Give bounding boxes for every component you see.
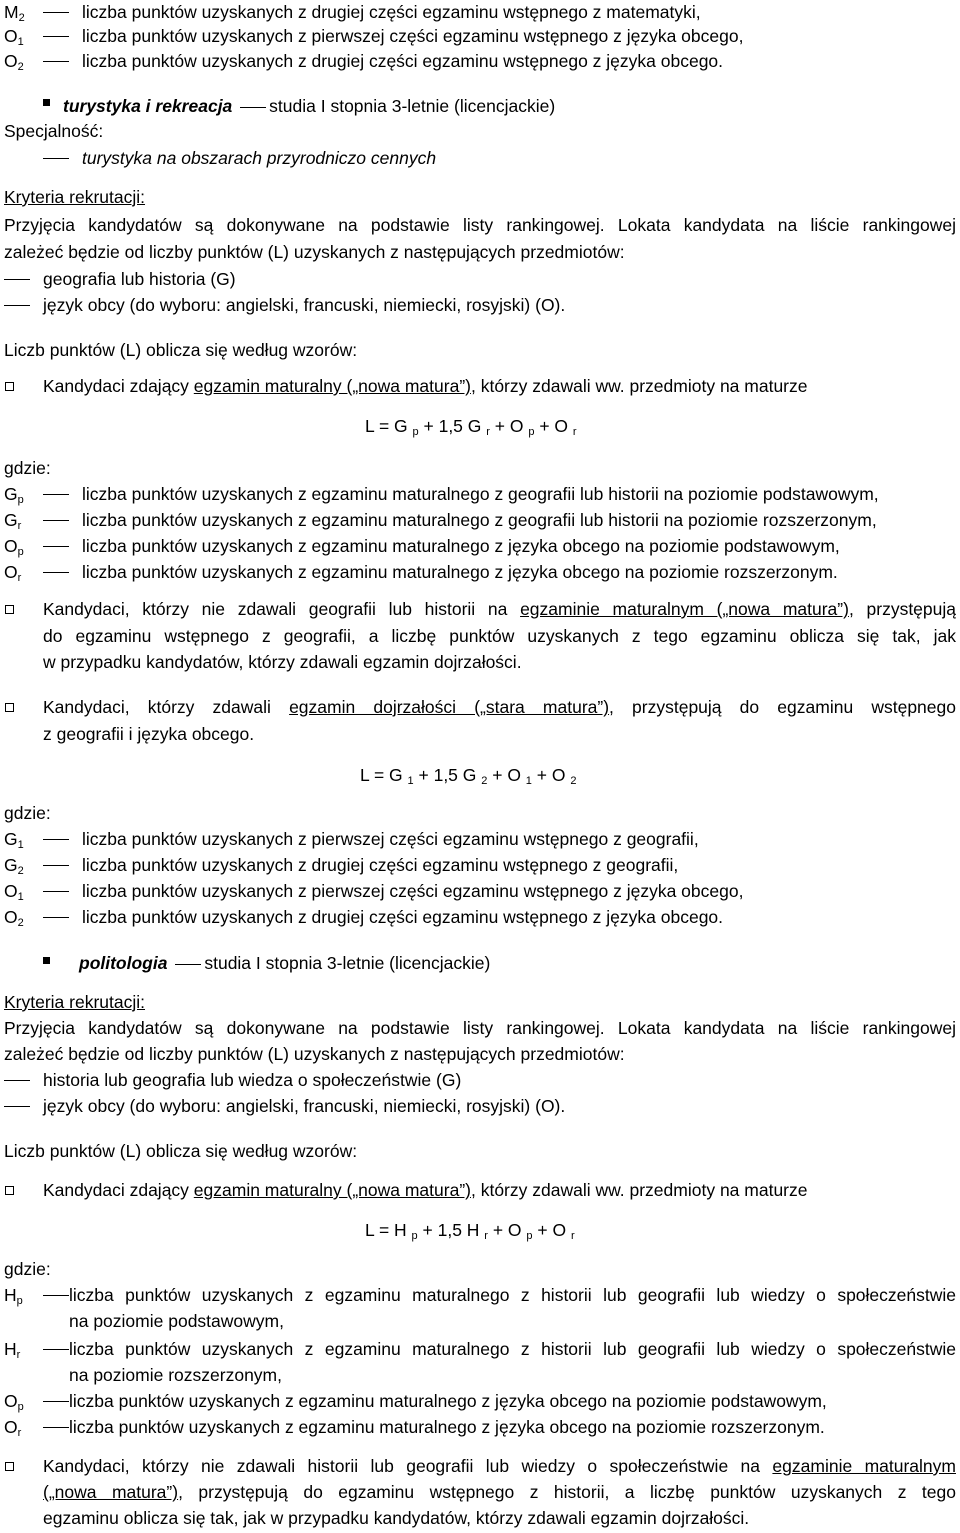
where-label: gdzie: (4, 458, 51, 478)
candidate-case: Kandydaci zdający egzamin maturalny („nowa matura”), którzy zdawali ww. przedmioty na maturze (43, 1180, 808, 1200)
dash (175, 964, 201, 965)
program-heading (63, 93, 956, 119)
candidate-case: Kandydaci, którzy nie zdawali historii lub geografii lub wiedzy o społeczeństwie na egzaminie maturalnym (43, 1456, 956, 1476)
def-text: na poziomie podstawowym, (69, 1311, 284, 1331)
criteria-paragraph: zależeć będzie od liczby punktów (L) uzyskanych z następujących przedmiotów: (4, 1044, 625, 1064)
checkbox-square (5, 605, 14, 614)
def-symbol: $O_2$ (4, 907, 24, 929)
def-symbol: $O_r$ (4, 562, 22, 584)
program-heading (79, 950, 956, 976)
checkbox-square (5, 1462, 14, 1471)
def-symbol: $H_p$ (4, 1285, 23, 1307)
candidate-case-line: („nowa matura”), przystępują do egzaminu wstępnego z historii, a liczbę punktów uzyskanych z tego (43, 1482, 956, 1502)
def-text: liczba punktów uzyskanych z egzaminu maturalnego z języka obcego na poziomie podstawowym, (82, 536, 840, 556)
def-symbol: $O_1$ (4, 26, 24, 48)
criteria-paragraph: Przyjęcia kandydatów są dokonywane na podstawie listy rankingowej. Lokata kandydata na liście rankingowej (4, 215, 956, 235)
where-label: gdzie: (4, 803, 51, 823)
def-text: liczba punktów uzyskanych z egzaminu maturalnego z języka obcego na poziomie podstawowym, (69, 1391, 827, 1411)
def-symbol: $M_2$ (4, 2, 25, 24)
dash (43, 12, 69, 13)
def-symbol: $G_2$ (4, 855, 24, 877)
criteria-label: Kryteria rekrutacji: (4, 187, 146, 207)
formula: L = G $_p$ + 1,5 G $_r$ + O $_p$ + O $_r$ (365, 416, 577, 438)
dash (43, 546, 69, 547)
checkbox-square (5, 1186, 14, 1195)
def-text: na poziomie rozszerzonym, (69, 1365, 282, 1385)
def-text: liczba punktów uzyskanych z pierwszej części egzaminu wstępnego z języka obcego, (82, 26, 744, 46)
def-text: liczba punktów uzyskanych z drugiej części egzaminu wstępnego z matematyki, (82, 2, 701, 22)
dash (43, 36, 69, 37)
formula: L = G $_1$ + 1,5 G $_2$ + O $_1$ + O $_2$ (360, 765, 577, 787)
dash (4, 1106, 30, 1107)
dash (43, 839, 69, 840)
candidate-case-line: z geografii i języka obcego. (43, 724, 255, 744)
dash (43, 1295, 69, 1296)
dash (43, 891, 69, 892)
def-symbol: $O_p$ (4, 1391, 24, 1413)
criteria-paragraph: Przyjęcia kandydatów są dokonywane na podstawie listy rankingowej. Lokata kandydata na liście rankingowej (4, 1018, 956, 1038)
def-text: liczba punktów uzyskanych z drugiej części egzaminu wstępnego z języka obcego. (82, 51, 724, 71)
checkbox-square (5, 703, 14, 712)
def-text: liczba punktów uzyskanych z egzaminu maturalnego z języka obcego na poziomie rozszerzonym. (69, 1417, 825, 1437)
formula-intro: Liczb punktów (L) oblicza się według wzorów: (4, 340, 358, 360)
program-description: studia I stopnia 3-letnie (licencjackie) (204, 953, 491, 973)
subject-item: historia lub geografia lub wiedza o społeczeństwie (G) (43, 1070, 462, 1090)
formula-intro: Liczb punktów (L) oblicza się według wzorów: (4, 1141, 358, 1161)
def-text: liczba punktów uzyskanych z drugiej części egzaminu wstępnego z geografii, (82, 855, 679, 875)
def-symbol: $O_2$ (4, 51, 24, 73)
candidate-case: Kandydaci zdający egzamin maturalny („nowa matura”), którzy zdawali ww. przedmioty na maturze (43, 376, 808, 396)
def-text: liczba punktów uzyskanych z egzaminu maturalnego z geografii lub historii na poziomie rozszerzonym, (82, 510, 877, 530)
subject-item: język obcy (do wyboru: angielski, francuski, niemiecki, rosyjski) (O). (43, 1096, 566, 1116)
def-text: liczba punktów uzyskanych z drugiej części egzaminu wstępnego z języka obcego. (82, 907, 724, 927)
candidate-case-line: w przypadku kandydatów, którzy zdawali egzamin dojrzałości. (43, 652, 522, 672)
def-text: liczba punktów uzyskanych z pierwszej części egzaminu wstępnego z geografii, (82, 829, 699, 849)
subject-item: język obcy (do wyboru: angielski, francuski, niemiecki, rosyjski) (O). (43, 295, 566, 315)
def-symbol: $O_r$ (4, 1417, 22, 1439)
def-text: liczba punktów uzyskanych z egzaminu maturalnego z geografii lub historii na poziomie podstawowym, (82, 484, 879, 504)
def-text: liczba punktów uzyskanych z egzaminu maturalnego z historii lub geografii lub wiedzy o społeczeństwie (69, 1285, 956, 1305)
specialty-item: turystyka na obszarach przyrodniczo cennych (82, 148, 437, 168)
def-symbol: $H_r$ (4, 1339, 21, 1361)
def-symbol: $G_1$ (4, 829, 24, 851)
def-symbol: $G_r$ (4, 510, 22, 532)
checkbox-square (5, 382, 14, 391)
dash (43, 494, 69, 495)
def-symbol: $O_p$ (4, 536, 24, 558)
dash (4, 1080, 30, 1081)
where-label: gdzie: (4, 1259, 51, 1279)
def-text: liczba punktów uzyskanych z egzaminu maturalnego z historii lub geografii lub wiedzy o społeczeństwie (69, 1339, 956, 1359)
def-text: liczba punktów uzyskanych z egzaminu maturalnego z języka obcego na poziomie rozszerzonym. (82, 562, 838, 582)
candidate-case: Kandydaci, którzy nie zdawali geografii lub historii na egzaminie maturalnym („nowa matura”), przystępują (43, 599, 957, 619)
bullet-square (43, 957, 50, 964)
dash (43, 158, 69, 159)
dash (43, 917, 69, 918)
candidate-case-line: do egzaminu wstępnego z geografii, a liczbę punktów uzyskanych z tego egzaminu oblicza się tak, jak (43, 626, 956, 646)
dash (43, 865, 69, 866)
program-description: studia I stopnia 3-letnie (licencjackie) (269, 96, 556, 116)
dash (4, 305, 30, 306)
subject-item: geografia lub historia (G) (43, 269, 236, 289)
def-text: liczba punktów uzyskanych z pierwszej części egzaminu wstępnego z języka obcego, (82, 881, 744, 901)
program-name: politologia (79, 953, 168, 973)
dash (43, 520, 69, 521)
candidate-case-line: egzaminu oblicza się tak, jak w przypadku kandydatów, którzy zdawali egzamin dojrzałości. (43, 1508, 750, 1528)
criteria-paragraph: zależeć będzie od liczby punktów (L) uzyskanych z następujących przedmiotów: (4, 242, 625, 262)
def-symbol: $G_p$ (4, 484, 24, 506)
dash (43, 572, 69, 573)
candidate-case: Kandydaci, którzy zdawali egzamin dojrzałości („stara matura”), przystępują do egzaminu wstępnego (43, 697, 956, 717)
criteria-label: Kryteria rekrutacji: (4, 992, 146, 1012)
dash (43, 1349, 69, 1350)
dash (43, 61, 69, 62)
dash (240, 107, 266, 108)
dash (43, 1427, 69, 1428)
program-name: turystyka i rekreacja (63, 96, 233, 116)
dash (4, 279, 30, 280)
bullet-square (43, 99, 50, 106)
dash (43, 1401, 69, 1402)
def-symbol: $O_1$ (4, 881, 24, 903)
formula: L = H $_p$ + 1,5 H $_r$ + O $_p$ + O $_r$ (365, 1220, 575, 1242)
specialty-label: Specjalność: (4, 121, 104, 141)
